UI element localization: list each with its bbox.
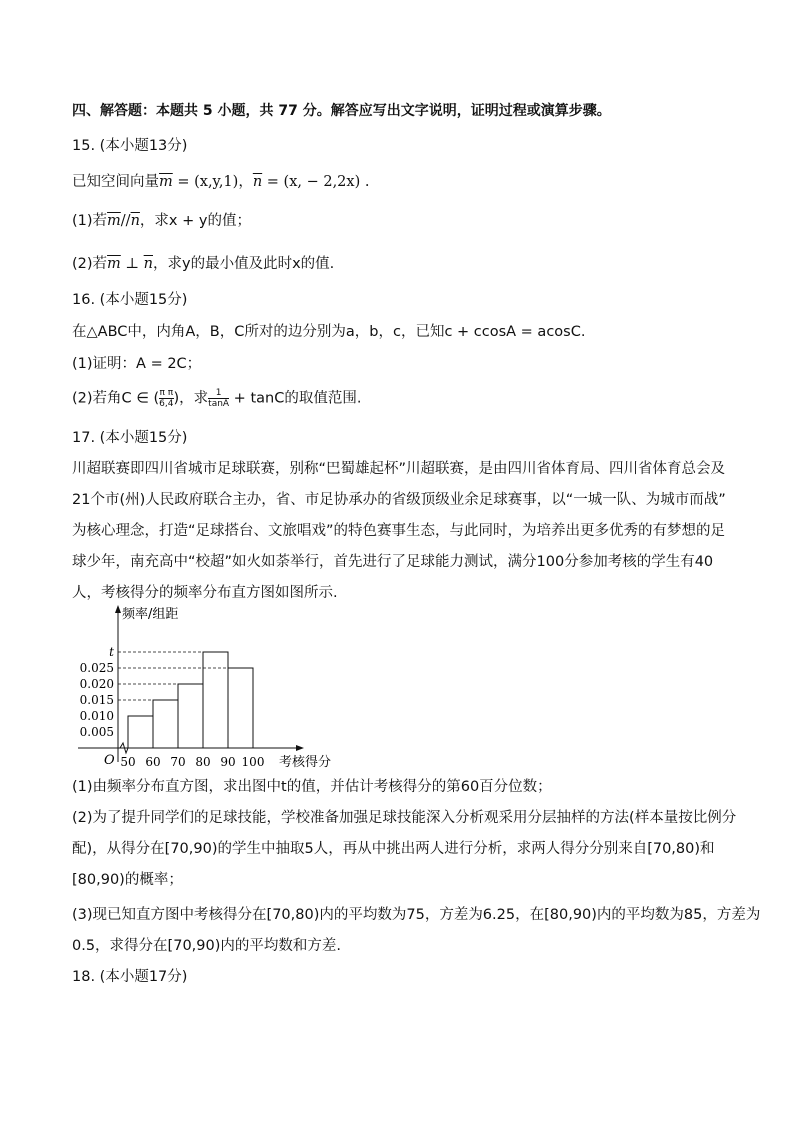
q17-para-line-1: 川超联赛即四川省城市足球联赛，别称“巴蜀雄起杯”川超联赛，是由四川省体育局、四川省体育总会及	[72, 461, 726, 477]
y-axis-arrow	[115, 605, 121, 613]
q17-part3-line-1: (3)现已知直方图中考核得分在[70,80)内的平均数为75，方差为6.25，在[80,90)内的平均数为85，方差为	[72, 907, 761, 923]
q15-p1-suffix: ，求x + y的值；	[139, 213, 251, 229]
vector-n-eq: = (x, − 2,2x) .	[262, 174, 370, 190]
q16-frac2-num: 1	[215, 388, 222, 398]
q15-p1-rel: //	[120, 213, 131, 229]
histogram-bar	[153, 700, 178, 748]
q16-header: 16. (本小题15分)	[72, 292, 188, 308]
q15-p1-prefix: (1)若	[72, 213, 108, 229]
q15-p1-m: $\overline{m}$	[107, 213, 121, 229]
q16-frac-den: 6,4	[159, 399, 174, 409]
x-tick-label: 70	[170, 755, 186, 769]
q15-header: 15. (本小题13分)	[72, 138, 188, 154]
q17-part2-line-1: (2)为了提升同学们的足球技能，学校准备加强足球技能深入分析观采用分层抽样的方法(样本量按比例分	[72, 810, 737, 826]
y-tick-label: 0.010	[79, 709, 114, 723]
q17-para-line-3: 为核心理念，打造“足球搭台、文旅唱戏”的特色赛事生态，与此同时，为培养出更多优秀的有梦想的足	[72, 523, 726, 539]
q16-interval-fraction	[159, 388, 173, 409]
q16-p2-mid: )，求	[173, 390, 209, 407]
q15-p1-n: $\overline{n}$	[130, 213, 140, 229]
q15-part1	[72, 211, 251, 231]
vector-m-eq: = (x,y,1)，	[172, 174, 253, 190]
histogram-bar	[128, 716, 153, 748]
q17-header: 17. (本小题15分)	[72, 430, 188, 446]
q16-frac2-den: tanA	[208, 399, 230, 409]
y-axis-title: 频率/组距	[122, 607, 179, 622]
q16-part2	[72, 388, 361, 409]
q15-p2-m: $\overline{m}$	[107, 256, 121, 272]
x-tick-label: 80	[195, 755, 211, 769]
q15-stem-prefix: 已知空间向量	[72, 174, 159, 190]
x-tick-label: 90	[220, 755, 236, 769]
q17-para-line-2: 21个市(州)人民政府联合主办，省、市足协承办的省级顶级业余足球赛事，以“一城一队、为城市而战”	[72, 492, 726, 508]
vector-m: $\overline{m}$	[159, 174, 173, 190]
y-tick-label: 0.015	[79, 693, 114, 707]
q16-part1: (1)证明：A = 2C；	[72, 356, 202, 372]
q18-header: 18. (本小题17分)	[72, 969, 188, 985]
q17-part2-line-2: 配)，从得分在[70,90)的学生中抽取5人，再从中挑出两人进行分析，求两人得分分别来自[70,80)和	[72, 841, 715, 857]
histogram-bar	[203, 652, 228, 748]
y-tick-label: 0.005	[79, 725, 114, 739]
q16-reciprocal-fraction	[208, 388, 229, 409]
q16-p2-prefix: (2)若角C ∈ (	[72, 390, 160, 407]
q15-stem	[72, 172, 369, 192]
frequency-histogram	[66, 604, 356, 769]
q15-p2-suffix: ，求y的最小值及此时x的值.	[153, 256, 335, 272]
q15-p2-rel: ⊥	[120, 256, 144, 272]
x-tick-label: 60	[145, 755, 161, 769]
vector-n: $\overline{n}$	[252, 174, 263, 190]
histogram-bar	[228, 668, 253, 748]
y-tick-label: 0.025	[79, 661, 114, 675]
q15-p2-n: $\overline{n}$	[143, 256, 153, 272]
x-tick-label: 100	[241, 755, 265, 769]
q15-part2	[72, 254, 334, 274]
q17-para-line-5: 人，考核得分的频率分布直方图如图所示.	[72, 585, 338, 601]
section-heading: 四、解答题：本题共 5 小题，共 77 分。解答应写出文字说明，证明过程或演算步骤。	[72, 103, 611, 119]
q17-para-line-4: 球少年，南充高中“校超”如火如荼举行，首先进行了足球能力测试，满分100分参加考核的学生有40	[72, 554, 714, 570]
q15-p2-prefix: (2)若	[72, 256, 108, 272]
q17-part3-line-2: 0.5，求得分在[70,90)内的平均数和方差.	[72, 938, 341, 954]
q16-p2-suffix: + tanC的取值范围.	[229, 390, 362, 407]
origin-label: O	[104, 753, 115, 768]
histogram-bar	[178, 684, 203, 748]
y-tick-label: 0.020	[79, 677, 114, 691]
q16-frac-num: π π	[159, 388, 174, 398]
x-tick-label: 50	[120, 755, 136, 769]
x-axis-arrow	[296, 745, 304, 751]
q17-part2-line-3: [80,90)的概率；	[72, 872, 183, 888]
x-axis-title: 考核得分	[279, 755, 332, 769]
q16-stem: 在△ABC中，内角A，B，C所对的边分别为a，b，c，已知c + ccosA = acosC.	[72, 324, 586, 340]
y-tick-label: t	[109, 645, 114, 659]
q17-part1: (1)由频率分布直方图，求出图中t的值，并估计考核得分的第60百分位数；	[72, 779, 552, 795]
